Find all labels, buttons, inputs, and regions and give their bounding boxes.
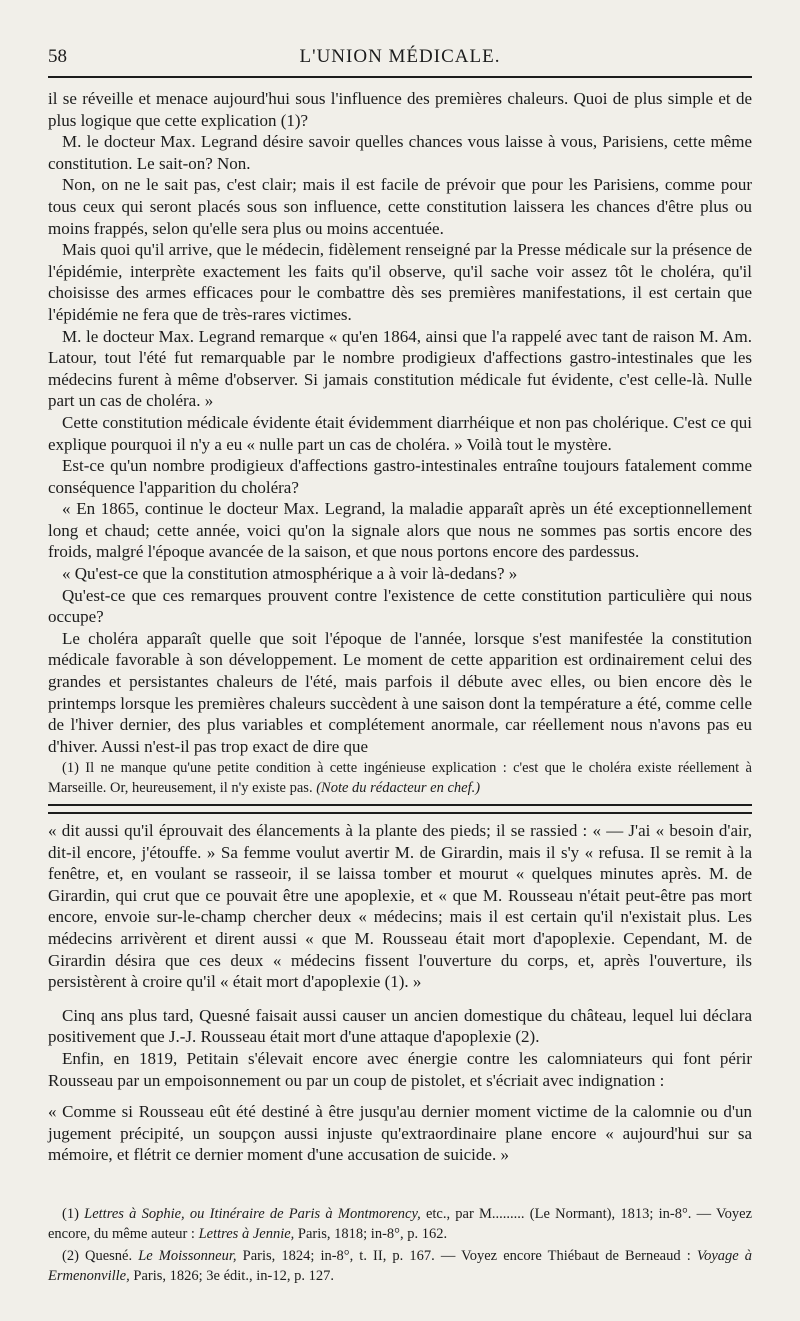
footnote-number: (1): [62, 1206, 79, 1222]
paragraph: Non, on ne le sait pas, c'est clair; mais il est facile de prévoir que pour les Parisiens, comme pour tous ceux qui seront placés sous son influence, cette constitution laissera les chances d'être plus ou moins frappés, selon qu'elle sera plus ou moins accentuée.: [48, 175, 752, 238]
footnote-text: Paris, 1826; 3e édit., in-12, p. 127.: [133, 1268, 334, 1284]
page-number: 58: [48, 46, 67, 67]
upper-footnote: [48, 758, 752, 798]
running-title: L'UNION MÉDICALE.: [299, 46, 501, 67]
paragraph: Qu'est-ce que ces remarques prouvent contre l'existence de cette constitution particulière qui nous occupe?: [48, 585, 752, 627]
paragraph: il se réveille et menace aujourd'hui sous l'influence des premières chaleurs. Quoi de plus simple et de plus logique que cette explication (1)?: [48, 89, 752, 130]
footnote-text: Paris, 1824; in-8°, t. II, p. 167. — Voyez encore Thiébaut de Berneaud :: [242, 1248, 691, 1264]
footnote-text: (1) Il ne manque qu'une petite condition à cette ingénieuse explication : c'est que le choléra existe réellement à Marseille. Or, heureusement, il n'y existe pas.: [48, 760, 752, 796]
section-divider: [48, 804, 752, 814]
footnote-title: Voyage à Ermenonville,: [48, 1248, 753, 1284]
paragraph: Cette constitution médicale évidente était évidemment diarrhéique et non pas cholérique. C'est ce qui explique pourquoi il n'y a eu « nulle part un cas de choléra. » Voilà tout le mystère.: [48, 412, 752, 454]
paragraph: Enfin, en 1819, Petitain s'élevait encore avec énergie contre les calomniateurs qui font périr Rousseau par un empoisonnement ou par un coup de pistolet, et s'écriait avec indignation :: [48, 1048, 752, 1090]
quote-block: « Comme si Rousseau eût été destiné à être jusqu'au dernier moment victime de la calomnie ou d'un jugement précipité, un soupçon aussi injuste qu'extraordinaire plane encore « aujourd'hui sur sa mémoire, et flétrit ce dernier moment d'une accusation de suicide. »: [48, 1102, 752, 1165]
footnote: [48, 1204, 752, 1244]
upper-article-text: [48, 88, 752, 757]
footnote: [48, 758, 752, 798]
paragraph: « En 1865, continue le docteur Max. Legrand, la maladie apparaît après un été exceptionnellement long et chaud; cette année, voici qu'on la signale alors que nous ne sommes pas sortis encore des froids, malgré l'époque avancée de la saison, et que nous portons encore des pardessus.: [48, 499, 752, 562]
editor-note: (Note du rédacteur en chef.): [316, 780, 481, 796]
footnote: [48, 1246, 752, 1286]
paragraph: M. le docteur Max. Legrand désire savoir quelles chances vous laisse à vous, Parisiens, cette même constitution. Le sait-on? Non.: [48, 132, 752, 173]
footnote-title: Lettres à Jennie,: [198, 1226, 295, 1242]
quote-block: « dit aussi qu'il éprouvait des élancements à la plante des pieds; il se rassied : « — J'ai « besoin d'air, dit-il encore, j'étouffe. » Sa femme voulut avertir M. de Girardin, mais il s'y « refusa. Il se remit à la fenêtre, et, en voulant se rasseoir, il se laissa tomber et mourut « quelques minutes après. M. de Girardin, qui crut que ce pouvait être une apoplexie, et « que M. Rousseau n'était peut-être pas mort encore, envoie sur-le-champ chercher deux « médecins; mais il est certain qu'il n'existait plus. Les médecins arrivèrent et dirent aussi « que M. Rousseau était mort d'apoplexie. Cependant, M. de Girardin désira que ces deux « médecins fissent l'ouverture du corps, et, après l'ouverture, ils persistèrent à croire qu'il « était mort d'apoplexie (1). »: [48, 821, 752, 992]
footnote-text: (2) Quesné.: [62, 1248, 133, 1264]
paragraph: Le choléra apparaît quelle que soit l'époque de l'année, lorsque s'est manifestée la constitution médicale favorable à son développement. Le moment de cette apparition est ordinairement celui des grandes et persistantes chaleurs de l'été, mais parfois il débute avec elles, ou bien encore dès le printemps lorsque les premières chaleurs succèdent à une saison dont la température a été, comme celle de l'hiver dernier, des plus variables et complétement anormale, car réellement nous n'avons pas eu d'hiver. Aussi n'est-il pas trop exact de dire que: [48, 628, 752, 756]
page-header: [48, 40, 752, 74]
header-rule: [48, 76, 752, 78]
paragraph: Est-ce qu'un nombre prodigieux d'affections gastro-intestinales entraîne toujours fatalement comme conséquence l'apparition du choléra?: [48, 456, 752, 497]
footnote-text: etc., par M......... (Le Normant), 1813; in-8°. — Voyez encore, du même auteur :: [48, 1206, 753, 1242]
paragraph: Cinq ans plus tard, Quesné faisait aussi causer un ancien domestique du château, lequel lui déclara positivement que J.-J. Rousseau était mort d'une attaque d'apoplexie (2).: [48, 1005, 752, 1047]
lower-article-text: [48, 820, 752, 1166]
paragraph: « Qu'est-ce que la constitution atmosphérique a à voir là-dedans? »: [62, 564, 518, 584]
paragraph: M. le docteur Max. Legrand remarque « qu'en 1864, ainsi que l'a rappelé avec tant de raison M. Am. Latour, tout l'été fut remarquable par le nombre prodigieux d'affections gastro-intestinales que les médecins furent à même d'observer. Si jamais constitution médicale fut évidente, c'est celle-là. Nulle part un cas de choléra. »: [48, 326, 752, 411]
footnote-title: Lettres à Sophie, ou Itinéraire de Paris à Montmorency,: [84, 1206, 421, 1222]
footnote-text: Paris, 1818; in-8°, p. 162.: [297, 1226, 448, 1242]
footnote-title: Le Moissonneur,: [138, 1248, 237, 1264]
paragraph: Mais quoi qu'il arrive, que le médecin, fidèlement renseigné par la Presse médicale sur la présence de l'épidémie, interprète exactement les faits qu'il observe, qu'il sache voir assez tôt le choléra, qu'il choisisse des armes efficaces pour le combattre dès ses premières manifestations, il est certain que l'épidémie ne fera que de très-rares victimes.: [48, 240, 752, 324]
lower-footnotes: [48, 1204, 752, 1288]
